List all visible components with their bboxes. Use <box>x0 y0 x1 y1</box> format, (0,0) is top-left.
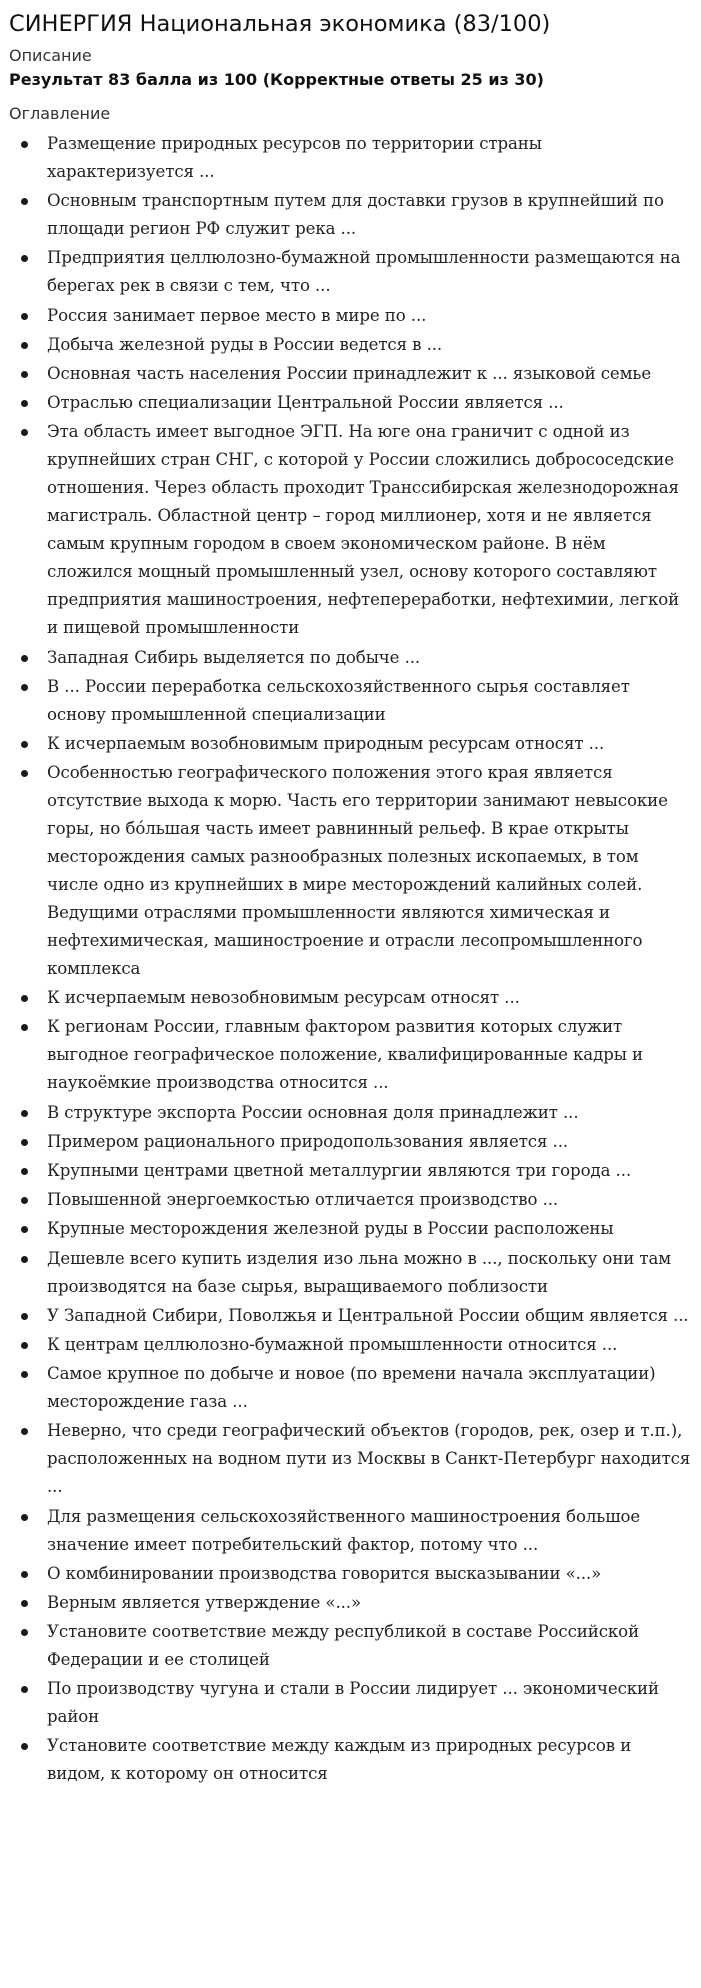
toc-item-text: В ... России переработка сельскохозяйственного сырья составляет основу промышленной специализации <box>47 676 630 724</box>
toc-item-text: Повышенной энергоемкостью отличается производство ... <box>47 1190 559 1210</box>
result-summary: Результат 83 балла из 100 (Корректные ответы 25 из 30) <box>9 70 544 89</box>
toc-item-text: О комбинировании производства говорится высказывании «...» <box>47 1563 602 1583</box>
toc-item-text: Добыча железной руды в России ведется в ... <box>47 334 443 354</box>
toc-item[interactable] <box>47 1245 691 1301</box>
toc-item[interactable] <box>47 389 691 417</box>
toc-item[interactable] <box>47 1215 691 1243</box>
toc-item-text: Западная Сибирь выделяется по добыче ... <box>47 647 421 667</box>
toc-item[interactable] <box>47 1618 691 1674</box>
toc-item[interactable] <box>47 759 691 983</box>
toc-item[interactable] <box>47 1503 691 1559</box>
table-of-contents <box>9 130 691 1788</box>
toc-item[interactable] <box>47 644 691 672</box>
toc-item[interactable] <box>47 1360 691 1416</box>
toc-item[interactable] <box>47 1732 691 1788</box>
toc-item[interactable] <box>47 730 691 758</box>
toc-item-text: Самое крупное по добыче и новое (по времени начала эксплуатации) месторождение газа ... <box>47 1364 656 1412</box>
toc-item[interactable] <box>47 1560 691 1588</box>
toc-item-text: Для размещения сельскохозяйственного машиностроения большое значение имеет потребительский фактор, потому что ... <box>47 1506 641 1554</box>
page-title: СИНЕРГИЯ Национальная экономика (83/100) <box>9 11 551 37</box>
toc-item[interactable] <box>47 673 691 729</box>
toc-item-text: По производству чугуна и стали в России лидирует ... экономический район <box>47 1679 659 1727</box>
toc-item[interactable] <box>47 244 691 300</box>
toc-item-text: Размещение природных ресурсов по территории страны характеризуется ... <box>47 134 542 181</box>
toc-item-text: Предприятия целлюлозно-бумажной промышленности размещаются на берегах рек в связи с тем, что ... <box>47 248 681 296</box>
toc-item[interactable] <box>47 130 691 186</box>
toc-item-text: Особенностью географического положения этого края является отсутствие выхода к морю. Часть его территории занимают невысокие горы, но бóльшая часть имеет равнинный рельеф. В крае открыты месторождения самых разнообразных полезных ископаемых, в том числе одно из крупнейших в мире месторождений калийных солей. Ведущими отраслями промышленности являются химическая и нефтехимическая, машиностроение и отрасли лесопромышленного комплекса <box>47 763 668 979</box>
toc-item-text: Крупные месторождения железной руды в России расположены <box>47 1219 614 1239</box>
toc-item-text: К исчерпаемым возобновимым природным ресурсам относят ... <box>47 733 605 753</box>
toc-item[interactable] <box>47 1013 691 1097</box>
toc-item-text: Эта область имеет выгодное ЭГП. На юге она граничит с одной из крупнейших стран СНГ, с которой у России сложились добрососедские отношения. Через область проходит Транссибирская железнодорожная магистраль. Областной центр – город миллионер, хотя и не является самым крупным городом в своем экономическом районе. В нём сложился мощный промышленный узел, основу которого составляют предприятия машиностроения, нефтепереработки, нефтехимии, легкой и пищевой промышленности <box>47 422 680 638</box>
toc-item[interactable] <box>47 1128 691 1156</box>
toc-item[interactable] <box>47 984 691 1012</box>
toc-item[interactable] <box>47 331 691 359</box>
toc-item-text: Установите соответствие между республикой в составе Российской Федерации и ее столицей <box>47 1622 640 1670</box>
toc-item-text: В структуре экспорта России основная доля принадлежит ... <box>47 1102 579 1122</box>
toc-heading: Оглавление <box>9 104 111 123</box>
toc-item-text: У Западной Сибири, Поволжья и Центральной России общим является ... <box>47 1305 689 1325</box>
toc-item-text: К центрам целлюлозно-бумажной промышленности относится ... <box>47 1334 618 1354</box>
toc-item-text: Россия занимает первое место в мире по ... <box>47 305 427 325</box>
toc-item-text: Отраслью специализации Центральной России является ... <box>47 393 564 413</box>
toc-item[interactable] <box>47 1157 691 1185</box>
toc-item-text: Верным является утверждение «...» <box>47 1592 362 1612</box>
toc-item-text: Крупными центрами цветной металлургии являются три города ... <box>47 1161 632 1180</box>
toc-item[interactable] <box>47 187 691 243</box>
toc-item-text: Установите соответствие между каждым из природных ресурсов и видом, к которому он относится <box>47 1736 632 1784</box>
toc-item[interactable] <box>47 1417 691 1501</box>
toc-item[interactable] <box>47 302 691 330</box>
toc-item[interactable] <box>47 360 691 388</box>
toc-item-text: Примером рационального природопользования является ... <box>47 1131 569 1151</box>
toc-item[interactable] <box>47 1099 691 1127</box>
toc-item-text: Дешевле всего купить изделия изо льна можно в ..., поскольку они там производятся на базе сырья, выращиваемого поблизости <box>47 1248 672 1296</box>
toc-item-text: К исчерпаемым невозобновимым ресурсам относят ... <box>47 988 520 1008</box>
toc-item[interactable] <box>47 1675 691 1731</box>
toc-item[interactable] <box>47 1331 691 1359</box>
toc-item-text: Основная часть населения России принадлежит к ... языковой семье <box>47 363 652 383</box>
toc-item[interactable] <box>47 1589 691 1617</box>
toc-item[interactable] <box>47 418 691 642</box>
toc-item[interactable] <box>47 1186 691 1214</box>
toc-item-text: Основным транспортным путем для доставки грузов в крупнейший по площади регион РФ служит река ... <box>47 191 664 239</box>
toc-item[interactable] <box>47 1302 691 1330</box>
toc-item-text: Неверно, что среди географический объектов (городов, рек, озер и т.п.), расположенных на водном пути из Москвы в Санкт-Петербург находится ... <box>47 1421 691 1497</box>
toc-item-text: К регионам России, главным фактором развития которых служит выгодное географическое положение, квалифицированные кадры и наукоёмкие производства относится ... <box>47 1017 643 1093</box>
description-label: Описание <box>9 46 92 65</box>
